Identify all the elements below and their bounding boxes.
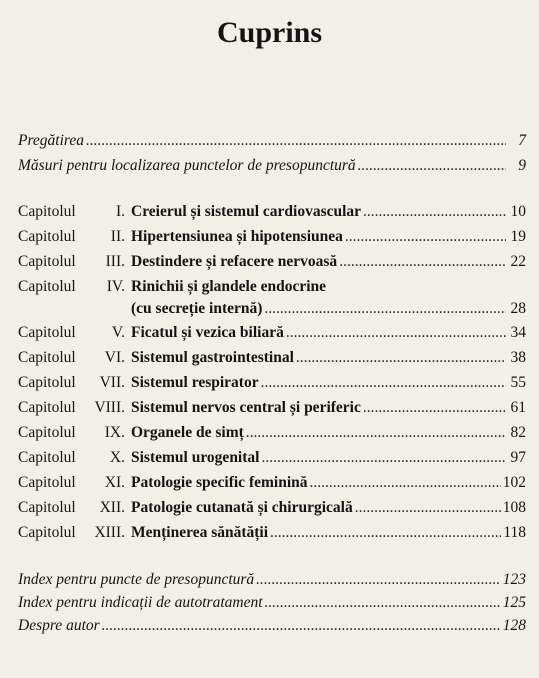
chapter-title: Hipertensiunea și hipotensiunea	[131, 228, 343, 245]
chapter-title: Sistemul urogenital	[131, 449, 260, 466]
chapter-label: Capitolul	[18, 374, 76, 391]
chapter-label: Capitolul	[18, 228, 76, 245]
chapter-number: VII.	[99, 374, 125, 391]
chapter-label: Capitolul	[18, 399, 76, 416]
chapter-page: 28	[510, 300, 526, 317]
chapter-page: 102	[502, 474, 526, 491]
chapter-label: Capitolul	[18, 253, 76, 270]
entry-title: Despre autor	[18, 617, 100, 634]
leader-dots	[355, 497, 501, 519]
leader-dots	[358, 155, 506, 177]
leader-dots	[261, 447, 506, 469]
page-title: Cuprins	[216, 16, 323, 49]
chapter-page: 97	[510, 449, 526, 466]
chapter-label: Capitolul	[18, 499, 76, 516]
leader-dots	[286, 322, 506, 344]
chapter-page: 19	[510, 228, 526, 245]
leader-dots	[102, 615, 501, 637]
chapter-title: Ficatul și vezica biliară	[131, 324, 284, 341]
chapter-title: Menținerea sănătății	[131, 524, 269, 541]
toc-entry[interactable]	[18, 569, 526, 591]
leader-dots	[363, 397, 506, 419]
chapter-title: Destindere și refacere nervoasă	[131, 253, 338, 270]
toc-entry[interactable]	[18, 130, 526, 152]
leader-dots	[345, 226, 506, 248]
chapter-entry[interactable]	[18, 522, 526, 544]
entry-page: 128	[502, 617, 526, 634]
chapter-label: Capitolul	[18, 349, 76, 366]
leader-dots	[86, 130, 506, 152]
chapter-label: Capitolul	[18, 203, 76, 220]
entry-page: 7	[518, 132, 526, 149]
chapter-entry[interactable]	[18, 472, 526, 494]
chapter-page: 34	[510, 324, 526, 341]
leader-dots	[270, 522, 501, 544]
chapter-entry[interactable]	[18, 251, 526, 273]
chapter-number: III.	[105, 253, 125, 270]
entry-title: Index pentru puncte de presopunctură	[18, 571, 255, 588]
chapter-number: XI.	[104, 474, 125, 491]
chapter-entry[interactable]	[18, 397, 526, 419]
entry-page: 125	[502, 594, 526, 611]
chapter-number: XII.	[99, 499, 125, 516]
chapter-title: Sistemul respirator	[131, 374, 259, 391]
chapter-title: Sistemul gastrointestinal	[131, 349, 294, 366]
chapter-page: 82	[510, 424, 526, 441]
toc-entry[interactable]	[18, 615, 526, 637]
chapter-title: Rinichii și glandele endocrine	[131, 278, 327, 295]
toc-entry[interactable]	[18, 155, 526, 177]
chapter-page: 38	[510, 349, 526, 366]
entry-title: Pregătirea	[18, 132, 85, 149]
chapter-entry[interactable]	[18, 447, 526, 469]
chapter-title: Creierul și sistemul cardiovascular	[131, 203, 362, 220]
chapter-entry[interactable]	[18, 347, 526, 369]
entry-page: 123	[502, 571, 526, 588]
entry-title: Index pentru indicații de autotratament	[18, 594, 263, 611]
chapter-label: Capitolul	[18, 474, 76, 491]
chapter-number: X.	[109, 449, 125, 466]
entry-title: Măsuri pentru localizarea punctelor de presopunctură	[18, 157, 356, 174]
chapter-entry-continuation[interactable]	[18, 298, 526, 320]
leader-dots	[296, 347, 506, 369]
chapter-title: Patologie specific feminină	[131, 474, 308, 491]
chapter-label: Capitolul	[18, 324, 76, 341]
leader-dots	[261, 372, 506, 394]
chapter-label: Capitolul	[18, 278, 76, 295]
chapter-title: Sistemul nervos central și periferic	[131, 399, 361, 416]
chapter-number: V.	[111, 324, 125, 341]
chapter-entry[interactable]	[18, 201, 526, 223]
chapter-entry[interactable]	[18, 422, 526, 444]
chapter-number: VI.	[104, 349, 125, 366]
entry-page: 9	[518, 157, 526, 174]
leader-dots	[339, 251, 506, 273]
chapter-label: Capitolul	[18, 449, 76, 466]
chapter-number: XIII.	[94, 524, 125, 541]
chapter-title: Organele de simț	[131, 424, 244, 441]
chapter-page: 22	[510, 253, 526, 270]
chapter-number: I.	[115, 203, 125, 220]
chapter-page: 108	[502, 499, 526, 516]
chapter-number: VIII.	[94, 399, 125, 416]
chapter-number: IV.	[106, 278, 125, 295]
chapter-entry[interactable]	[18, 226, 526, 248]
chapter-page: 61	[510, 399, 526, 416]
chapter-page: 10	[510, 203, 526, 220]
chapter-page: 55	[510, 374, 526, 391]
chapter-title-continued: (cu secreție internă)	[131, 300, 263, 317]
chapter-label: Capitolul	[18, 524, 76, 541]
chapter-number: II.	[110, 228, 125, 245]
leader-dots	[265, 592, 501, 614]
leader-dots	[256, 569, 501, 591]
chapter-title: Patologie cutanată și chirurgicală	[131, 499, 353, 516]
toc-entry[interactable]	[18, 592, 526, 614]
chapter-entry[interactable]	[18, 276, 526, 298]
chapter-entry[interactable]	[18, 322, 526, 344]
leader-dots	[310, 472, 501, 494]
chapter-entry[interactable]	[18, 497, 526, 519]
leader-dots	[246, 422, 506, 444]
leader-dots	[264, 298, 506, 320]
leader-dots	[363, 201, 506, 223]
chapter-page: 118	[503, 524, 526, 541]
chapter-label: Capitolul	[18, 424, 76, 441]
chapter-number: IX.	[104, 424, 125, 441]
chapter-entry[interactable]	[18, 372, 526, 394]
